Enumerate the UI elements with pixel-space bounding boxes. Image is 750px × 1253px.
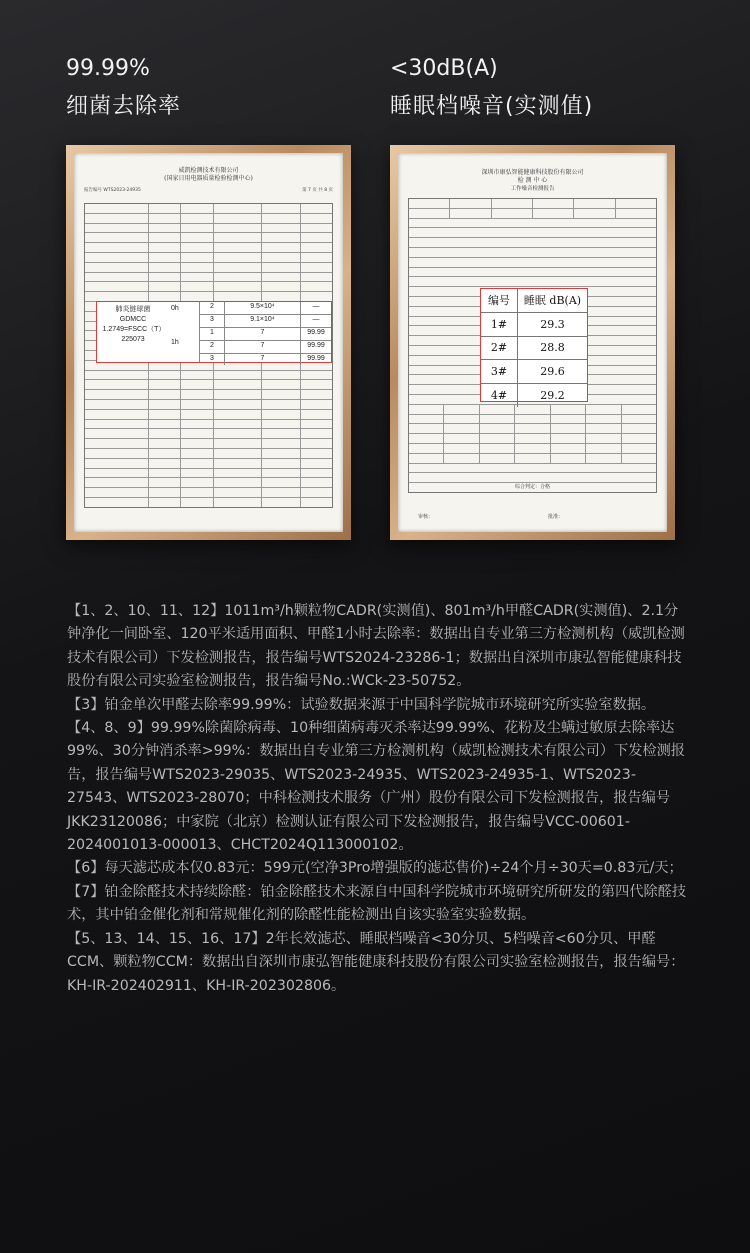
noise-table-row bbox=[481, 337, 587, 361]
row-n: 3 bbox=[210, 316, 214, 323]
col-db-header: 睡眠 dB(A) bbox=[523, 294, 582, 308]
report-company: 威凯检测技术有限公司 bbox=[178, 167, 239, 174]
strain-label: GDMCC bbox=[119, 316, 147, 323]
headline-noise bbox=[390, 56, 593, 122]
row-rate: 99.99 bbox=[300, 341, 331, 353]
row-id: 1# bbox=[481, 313, 518, 336]
report-frame-bacteria bbox=[66, 145, 351, 540]
row-n: 2 bbox=[210, 342, 214, 349]
noise-highlight-box bbox=[480, 288, 588, 402]
report-paper-bacteria bbox=[74, 153, 343, 532]
noise-table-row bbox=[481, 313, 587, 337]
noise-table-header bbox=[481, 289, 587, 313]
row-id: 4# bbox=[481, 384, 518, 407]
note-paragraph: 【1、2、10、11、12】1011m³/h颗粒物CADR(实测值)、801m³/h甲醛CADR(实测值)、2.1分钟净化一间卧室、120平米适用面积、甲醛1小时去除率：数据出自专业第三方检测机构（威凯检测技术有限公司）下发检测报告，报告编号WTS2024-23286-1；数据出自深圳市康弘智能健康科技股份有限公司实验室检测报告，报告编号No.:WCk-23-50752。 bbox=[67, 603, 685, 690]
report-center: (国家日用电器质量检验检测中心) bbox=[164, 175, 253, 182]
highlight-row bbox=[200, 302, 331, 315]
headline-bacteria bbox=[66, 56, 181, 122]
report-page: 第 7 页 共 8 页 bbox=[302, 188, 333, 193]
row-db: 28.8 bbox=[540, 341, 565, 355]
bacteria-highlight-box bbox=[96, 301, 332, 363]
row-n: 1 bbox=[210, 329, 214, 336]
disclaimer-notes bbox=[67, 600, 687, 998]
strain-number: 1.2749=FSCC（T） bbox=[102, 326, 166, 333]
time-0h: 0h bbox=[171, 305, 179, 312]
report-title: 工作噪音检测报告 bbox=[510, 186, 555, 192]
strain-id: 225073 bbox=[121, 336, 145, 343]
highlight-row bbox=[200, 354, 331, 365]
report-frame-noise bbox=[390, 145, 675, 540]
report-number: 报告编号 WTS2023-24935 bbox=[84, 188, 141, 193]
row-conc: 7 bbox=[224, 328, 300, 340]
approver-label: 批准： bbox=[548, 514, 564, 520]
row-n: 2 bbox=[210, 303, 214, 310]
row-conc: 7 bbox=[224, 341, 300, 353]
highlight-row bbox=[200, 328, 331, 341]
row-conc: 9.5×10⁴ bbox=[224, 302, 300, 314]
row-rate: — bbox=[300, 302, 331, 314]
report-center: 检 测 中 心 bbox=[517, 177, 548, 184]
headline-noise-title: 睡眠档噪音(实测值) bbox=[390, 94, 594, 119]
noise-table-row bbox=[481, 360, 587, 384]
time-1h: 1h bbox=[171, 339, 179, 346]
row-id: 3# bbox=[481, 360, 518, 383]
note-paragraph: 【7】铂金除醛技术持续除醛：铂金除醛技术来源自中国科学院城市环境研究所研发的第四代除醛技术，其中铂金催化剂和常规催化剂的除醛性能检测出自该实验室实验数据。 bbox=[67, 883, 687, 924]
highlight-row bbox=[200, 315, 331, 328]
highlight-rows bbox=[199, 302, 331, 362]
headline-noise-value: <30dB(A) bbox=[390, 56, 498, 81]
headline-bacteria-title: 细菌去除率 bbox=[66, 94, 182, 119]
organism-name: 肺炎链球菌 bbox=[115, 306, 151, 313]
note-paragraph: 【6】每天滤芯成本仅0.83元：599元(空净3Pro增强版的滤芯售价)÷24个月÷30天=0.83元/天； bbox=[67, 860, 683, 877]
noise-table-row bbox=[481, 384, 587, 407]
row-db: 29.6 bbox=[540, 365, 565, 379]
row-conc: 9.1×10⁴ bbox=[224, 315, 300, 327]
row-rate: — bbox=[300, 315, 331, 327]
row-db: 29.3 bbox=[540, 317, 565, 331]
row-n: 3 bbox=[210, 355, 214, 362]
row-id: 2# bbox=[481, 337, 518, 360]
note-paragraph: 【5、13、14、15、16、17】2年长效滤芯、睡眠档噪音<30分贝、5档噪音<60分贝、甲醛CCM、颗粒物CCM：数据出自深圳市康弘智能健康科技股份有限公司实验室检测报告，报告编号：KH-IR-202402911、KH-IR-202302806。 bbox=[67, 930, 685, 994]
row-conc: 7 bbox=[224, 354, 300, 365]
headline-bacteria-value: 99.99% bbox=[66, 56, 150, 81]
row-db: 29.2 bbox=[540, 389, 565, 403]
note-paragraph: 【3】铂金单次甲醛去除率99.99%：试验数据来源于中国科学院城市环境研究所实验室数据。 bbox=[67, 696, 656, 713]
row-rate: 99.99 bbox=[300, 328, 331, 340]
report-conclusion: 综合判定：合格 bbox=[514, 484, 550, 490]
reviewer-label: 审核： bbox=[418, 514, 434, 520]
highlight-row bbox=[200, 341, 331, 354]
report-paper-noise bbox=[398, 153, 667, 532]
col-id-header: 编号 bbox=[481, 289, 518, 312]
report-company: 深圳市康弘智能健康科技股份有限公司 bbox=[481, 169, 584, 176]
note-paragraph: 【4、8、9】99.99%除菌除病毒、10种细菌病毒灭杀率达99.99%、花粉及尘螨过敏原去除率达99%、30分钟消杀率>99%：数据出自专业第三方检测机构（威凯检测技术有限公司）下发检测报告，报告编号WTS2023-29035、WTS2023-24935、WTS2023-24935-1、WTS2023-27543、WTS2023-28070；中科检测技术服务（广州）股份有限公司下发检测报告，报告编号JKK23120086；中家院（北京）检测认证有限公司下发检测报告，报告编号VCC-00601-2024001013-000013、CHCT2024Q113000102。 bbox=[67, 720, 685, 854]
row-rate: 99.99 bbox=[300, 354, 331, 365]
